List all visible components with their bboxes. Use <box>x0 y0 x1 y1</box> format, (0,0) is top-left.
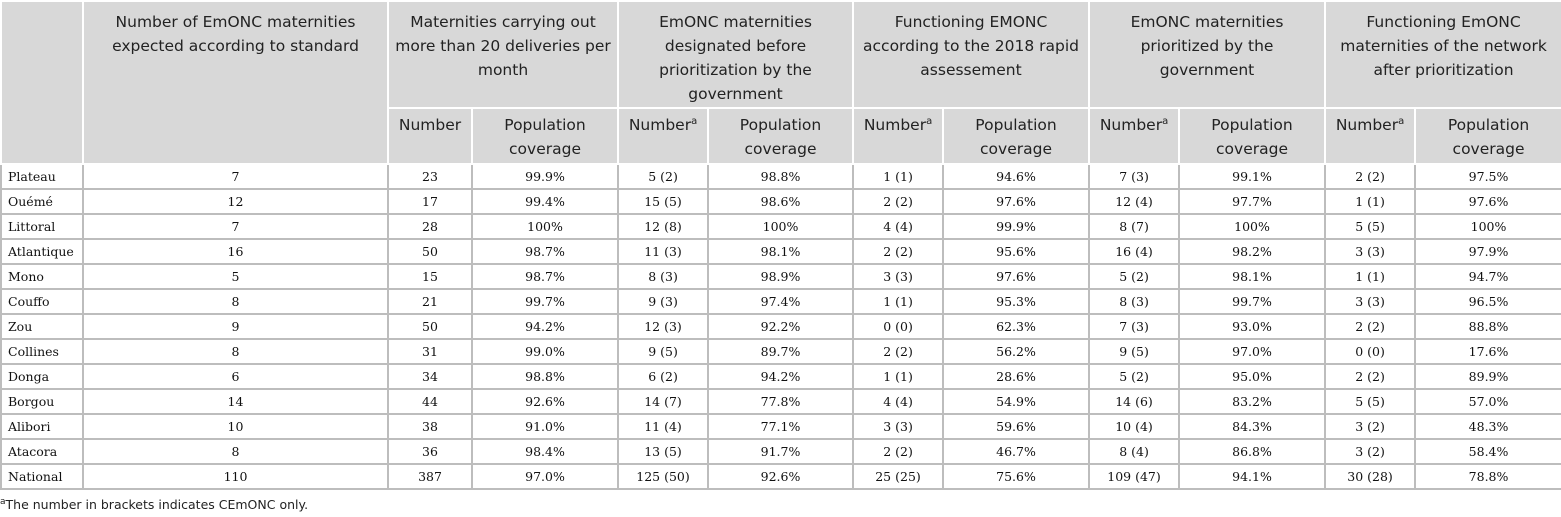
header-expected: Number of EmONC maternities expected according to standard <box>83 1 388 164</box>
network-number-cell: 1 (1) <box>1325 189 1415 214</box>
network-coverage-cell: 17.6% <box>1415 339 1561 364</box>
prioritized-coverage-cell: 97.0% <box>1179 339 1325 364</box>
designated-number-cell: 8 (3) <box>618 264 708 289</box>
deliveries-number-cell: 50 <box>388 239 472 264</box>
functioning-coverage-cell: 56.2% <box>943 339 1089 364</box>
deliveries-coverage-cell: 98.7% <box>472 264 618 289</box>
header-20-deliveries: Maternities carrying out more than 20 deliveries per month <box>388 1 618 108</box>
table-row <box>1 464 1561 489</box>
functioning-number-cell: 2 (2) <box>853 189 943 214</box>
network-coverage-cell: 100% <box>1415 214 1561 239</box>
deliveries-number-cell: 34 <box>388 364 472 389</box>
footnote <box>0 497 308 512</box>
header-corner <box>1 1 83 164</box>
network-coverage-cell: 58.4% <box>1415 439 1561 464</box>
region-cell: Borgou <box>1 389 83 414</box>
region-cell: Littoral <box>1 214 83 239</box>
header-functioning-2018: Functioning EMONC according to the 2018 rapid assessement <box>853 1 1089 108</box>
header-prioritized: EmONC maternities prioritized by the government <box>1089 1 1325 108</box>
deliveries-coverage-cell: 99.7% <box>472 289 618 314</box>
deliveries-coverage-cell: 99.4% <box>472 189 618 214</box>
subheader-number-label: Number <box>398 116 462 134</box>
functioning-coverage-cell: 97.6% <box>943 189 1089 214</box>
table-row <box>1 364 1561 389</box>
network-number-cell: 2 (2) <box>1325 164 1415 189</box>
subheader-number-label: Number <box>1335 116 1399 134</box>
header-network-after: Functioning EmONC maternities of the network after prioritization <box>1325 1 1561 108</box>
designated-coverage-cell: 77.1% <box>708 414 853 439</box>
functioning-number-cell: 25 (25) <box>853 464 943 489</box>
designated-number-cell: 11 (4) <box>618 414 708 439</box>
deliveries-coverage-cell: 94.2% <box>472 314 618 339</box>
header-designated: EmONC maternities designated before prioritization by the government <box>618 1 853 108</box>
expected-cell: 10 <box>83 414 388 439</box>
network-number-cell: 2 (2) <box>1325 314 1415 339</box>
prioritized-number-cell: 109 (47) <box>1089 464 1179 489</box>
network-coverage-cell: 97.9% <box>1415 239 1561 264</box>
region-cell: Mono <box>1 264 83 289</box>
deliveries-number-cell: 387 <box>388 464 472 489</box>
designated-number-cell: 6 (2) <box>618 364 708 389</box>
region-cell: Plateau <box>1 164 83 189</box>
expected-cell: 5 <box>83 264 388 289</box>
prioritized-number-cell: 5 (2) <box>1089 264 1179 289</box>
prioritized-coverage-cell: 100% <box>1179 214 1325 239</box>
table-row <box>1 339 1561 364</box>
network-number-cell: 3 (3) <box>1325 289 1415 314</box>
functioning-number-cell: 3 (3) <box>853 264 943 289</box>
designated-number-cell: 5 (2) <box>618 164 708 189</box>
deliveries-coverage-cell: 99.9% <box>472 164 618 189</box>
functioning-coverage-cell: 46.7% <box>943 439 1089 464</box>
table-row <box>1 164 1561 189</box>
expected-cell: 9 <box>83 314 388 339</box>
functioning-number-cell: 4 (4) <box>853 214 943 239</box>
prioritized-number-cell: 9 (5) <box>1089 339 1179 364</box>
network-number-cell: 2 (2) <box>1325 364 1415 389</box>
functioning-number-cell: 1 (1) <box>853 364 943 389</box>
designated-coverage-cell: 89.7% <box>708 339 853 364</box>
subheader-population-coverage: Population coverage <box>943 108 1089 164</box>
designated-coverage-cell: 98.6% <box>708 189 853 214</box>
table-row <box>1 239 1561 264</box>
subheader-population-coverage: Population coverage <box>1179 108 1325 164</box>
deliveries-number-cell: 36 <box>388 439 472 464</box>
region-cell: Couffo <box>1 289 83 314</box>
footnote-text: The number in brackets indicates CEmONC only. <box>5 497 309 512</box>
table-row <box>1 414 1561 439</box>
footnote-marker: a <box>1398 115 1405 127</box>
network-number-cell: 1 (1) <box>1325 264 1415 289</box>
prioritized-number-cell: 5 (2) <box>1089 364 1179 389</box>
region-cell: Donga <box>1 364 83 389</box>
deliveries-coverage-cell: 97.0% <box>472 464 618 489</box>
subheader-number <box>1325 108 1415 164</box>
prioritized-coverage-cell: 95.0% <box>1179 364 1325 389</box>
network-coverage-cell: 88.8% <box>1415 314 1561 339</box>
designated-coverage-cell: 91.7% <box>708 439 853 464</box>
network-number-cell: 3 (3) <box>1325 239 1415 264</box>
functioning-number-cell: 4 (4) <box>853 389 943 414</box>
prioritized-coverage-cell: 98.1% <box>1179 264 1325 289</box>
network-coverage-cell: 57.0% <box>1415 389 1561 414</box>
deliveries-coverage-cell: 98.4% <box>472 439 618 464</box>
designated-coverage-cell: 98.1% <box>708 239 853 264</box>
prioritized-number-cell: 16 (4) <box>1089 239 1179 264</box>
designated-number-cell: 11 (3) <box>618 239 708 264</box>
network-number-cell: 0 (0) <box>1325 339 1415 364</box>
prioritized-number-cell: 8 (4) <box>1089 439 1179 464</box>
table-row <box>1 214 1561 239</box>
network-coverage-cell: 96.5% <box>1415 289 1561 314</box>
table-header <box>1 1 1561 164</box>
network-coverage-cell: 97.5% <box>1415 164 1561 189</box>
functioning-coverage-cell: 95.3% <box>943 289 1089 314</box>
subheader-number-label: Number <box>1099 116 1163 134</box>
functioning-coverage-cell: 54.9% <box>943 389 1089 414</box>
network-number-cell: 3 (2) <box>1325 414 1415 439</box>
deliveries-coverage-cell: 98.7% <box>472 239 618 264</box>
table-row <box>1 264 1561 289</box>
footnote-marker: a <box>1162 115 1169 127</box>
deliveries-number-cell: 23 <box>388 164 472 189</box>
footnote-marker: a <box>926 115 933 127</box>
region-cell: Ouémé <box>1 189 83 214</box>
region-cell: Alibori <box>1 414 83 439</box>
functioning-coverage-cell: 94.6% <box>943 164 1089 189</box>
prioritized-number-cell: 14 (6) <box>1089 389 1179 414</box>
functioning-coverage-cell: 59.6% <box>943 414 1089 439</box>
table-row <box>1 439 1561 464</box>
deliveries-coverage-cell: 99.0% <box>472 339 618 364</box>
network-number-cell: 3 (2) <box>1325 439 1415 464</box>
prioritized-coverage-cell: 99.1% <box>1179 164 1325 189</box>
functioning-coverage-cell: 62.3% <box>943 314 1089 339</box>
designated-number-cell: 12 (3) <box>618 314 708 339</box>
designated-coverage-cell: 97.4% <box>708 289 853 314</box>
subheader-number <box>618 108 708 164</box>
expected-cell: 8 <box>83 439 388 464</box>
prioritized-number-cell: 8 (3) <box>1089 289 1179 314</box>
designated-number-cell: 15 (5) <box>618 189 708 214</box>
prioritized-coverage-cell: 94.1% <box>1179 464 1325 489</box>
prioritized-number-cell: 10 (4) <box>1089 414 1179 439</box>
deliveries-coverage-cell: 92.6% <box>472 389 618 414</box>
subheader-population-coverage: Population coverage <box>708 108 853 164</box>
deliveries-number-cell: 38 <box>388 414 472 439</box>
functioning-coverage-cell: 99.9% <box>943 214 1089 239</box>
deliveries-number-cell: 15 <box>388 264 472 289</box>
table-row <box>1 289 1561 314</box>
deliveries-number-cell: 21 <box>388 289 472 314</box>
table-body <box>1 164 1561 489</box>
network-coverage-cell: 94.7% <box>1415 264 1561 289</box>
region-cell: Atacora <box>1 439 83 464</box>
subheader-number-label: Number <box>863 116 927 134</box>
expected-cell: 6 <box>83 364 388 389</box>
region-cell: Zou <box>1 314 83 339</box>
expected-cell: 12 <box>83 189 388 214</box>
network-number-cell: 5 (5) <box>1325 389 1415 414</box>
functioning-number-cell: 2 (2) <box>853 239 943 264</box>
functioning-number-cell: 3 (3) <box>853 414 943 439</box>
deliveries-number-cell: 44 <box>388 389 472 414</box>
designated-number-cell: 9 (3) <box>618 289 708 314</box>
designated-number-cell: 14 (7) <box>618 389 708 414</box>
region-cell: Atlantique <box>1 239 83 264</box>
expected-cell: 7 <box>83 164 388 189</box>
subheader-population-coverage: Population coverage <box>1415 108 1561 164</box>
prioritized-coverage-cell: 99.7% <box>1179 289 1325 314</box>
footnote-marker: a <box>0 496 6 507</box>
network-number-cell: 5 (5) <box>1325 214 1415 239</box>
subheader-population-coverage: Population coverage <box>472 108 618 164</box>
functioning-coverage-cell: 97.6% <box>943 264 1089 289</box>
designated-number-cell: 12 (8) <box>618 214 708 239</box>
deliveries-number-cell: 17 <box>388 189 472 214</box>
designated-coverage-cell: 98.9% <box>708 264 853 289</box>
designated-coverage-cell: 92.6% <box>708 464 853 489</box>
network-coverage-cell: 78.8% <box>1415 464 1561 489</box>
functioning-coverage-cell: 28.6% <box>943 364 1089 389</box>
prioritized-coverage-cell: 98.2% <box>1179 239 1325 264</box>
functioning-number-cell: 2 (2) <box>853 339 943 364</box>
functioning-coverage-cell: 95.6% <box>943 239 1089 264</box>
subheader-number-label: Number <box>628 116 692 134</box>
network-number-cell: 30 (28) <box>1325 464 1415 489</box>
designated-coverage-cell: 77.8% <box>708 389 853 414</box>
designated-coverage-cell: 94.2% <box>708 364 853 389</box>
network-coverage-cell: 89.9% <box>1415 364 1561 389</box>
prioritized-number-cell: 8 (7) <box>1089 214 1179 239</box>
deliveries-number-cell: 28 <box>388 214 472 239</box>
designated-coverage-cell: 98.8% <box>708 164 853 189</box>
deliveries-coverage-cell: 91.0% <box>472 414 618 439</box>
expected-cell: 110 <box>83 464 388 489</box>
prioritized-coverage-cell: 93.0% <box>1179 314 1325 339</box>
functioning-number-cell: 1 (1) <box>853 164 943 189</box>
expected-cell: 8 <box>83 289 388 314</box>
prioritized-coverage-cell: 86.8% <box>1179 439 1325 464</box>
designated-number-cell: 9 (5) <box>618 339 708 364</box>
deliveries-coverage-cell: 100% <box>472 214 618 239</box>
expected-cell: 8 <box>83 339 388 364</box>
prioritized-number-cell: 7 (3) <box>1089 314 1179 339</box>
region-cell: Collines <box>1 339 83 364</box>
subheader-number <box>1089 108 1179 164</box>
functioning-coverage-cell: 75.6% <box>943 464 1089 489</box>
prioritized-coverage-cell: 97.7% <box>1179 189 1325 214</box>
table-row <box>1 314 1561 339</box>
prioritized-coverage-cell: 83.2% <box>1179 389 1325 414</box>
prioritized-number-cell: 7 (3) <box>1089 164 1179 189</box>
network-coverage-cell: 97.6% <box>1415 189 1561 214</box>
table-row <box>1 389 1561 414</box>
expected-cell: 14 <box>83 389 388 414</box>
expected-cell: 16 <box>83 239 388 264</box>
designated-number-cell: 125 (50) <box>618 464 708 489</box>
designated-number-cell: 13 (5) <box>618 439 708 464</box>
designated-coverage-cell: 92.2% <box>708 314 853 339</box>
functioning-number-cell: 2 (2) <box>853 439 943 464</box>
expected-cell: 7 <box>83 214 388 239</box>
prioritized-number-cell: 12 (4) <box>1089 189 1179 214</box>
functioning-number-cell: 1 (1) <box>853 289 943 314</box>
deliveries-coverage-cell: 98.8% <box>472 364 618 389</box>
region-cell: National <box>1 464 83 489</box>
table-row <box>1 189 1561 214</box>
prioritized-coverage-cell: 84.3% <box>1179 414 1325 439</box>
designated-coverage-cell: 100% <box>708 214 853 239</box>
subheader-number <box>853 108 943 164</box>
footnote-marker: a <box>691 115 698 127</box>
functioning-number-cell: 0 (0) <box>853 314 943 339</box>
deliveries-number-cell: 31 <box>388 339 472 364</box>
network-coverage-cell: 48.3% <box>1415 414 1561 439</box>
subheader-number <box>388 108 472 164</box>
deliveries-number-cell: 50 <box>388 314 472 339</box>
